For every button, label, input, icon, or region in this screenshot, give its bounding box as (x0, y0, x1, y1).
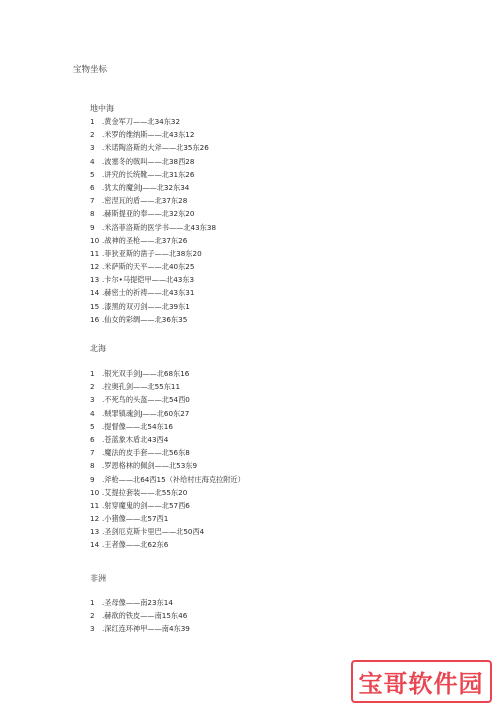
item-number: 4 (90, 408, 95, 418)
coordinate-list-mediterranean (90, 115, 216, 326)
site-watermark-logo (350, 660, 492, 702)
list-item (90, 459, 245, 472)
list-item (90, 486, 245, 499)
item-text: .赫斯提亚的奉——北32东20 (102, 209, 195, 219)
list-item (90, 367, 245, 380)
item-text: .赫欲的铁皮——南15东46 (102, 611, 188, 621)
item-number: 1 (90, 598, 95, 607)
item-text: .王者像——北62东6 (102, 540, 169, 550)
list-item (90, 446, 245, 459)
list-item (90, 609, 190, 622)
list-item (90, 300, 216, 313)
section-title-north-sea: 北海 (90, 344, 106, 353)
item-number: 12 (90, 514, 100, 524)
item-text: .波塞冬的戟叫——北38西28 (102, 156, 195, 166)
item-number: 3 (90, 624, 95, 634)
item-number: 14 (90, 288, 100, 298)
item-number: 10 (90, 235, 100, 245)
list-item (90, 499, 245, 512)
item-text: .深红连环神甲——南4东39 (102, 624, 190, 634)
item-text: .战神的圣枪——北37东26 (102, 235, 188, 245)
item-number: 14 (90, 540, 100, 550)
list-item (90, 128, 216, 141)
item-text: .不死鸟的头盔——北54西0 (102, 395, 190, 405)
watermark-text: 宝哥软件园 (351, 660, 492, 703)
item-number: 1 (90, 369, 95, 378)
item-text: .米罗的维纳斯——北43东12 (102, 130, 195, 140)
item-text: .犹太的魔剑J——北32东34 (102, 182, 190, 192)
item-text: .罗恩格林的佩剑——北53东9 (102, 461, 198, 471)
item-number: 5 (90, 169, 95, 179)
item-number: 11 (90, 248, 100, 258)
item-text: .提督像——北54东16 (102, 421, 173, 431)
item-number: 2 (90, 130, 95, 140)
list-item (90, 393, 245, 406)
item-text: .贼罪镇魂剑J——北60东27 (102, 408, 190, 418)
list-item (90, 473, 245, 486)
item-number: 13 (90, 275, 100, 285)
item-text: .仙女的彩绸——北36东35 (102, 314, 188, 324)
item-text: .苍蓝象木盾北43西4 (102, 434, 169, 444)
list-item (90, 247, 216, 260)
item-number: 4 (90, 156, 95, 166)
item-text: .赫密士的祈祷——北43东31 (102, 288, 195, 298)
list-item (90, 286, 216, 299)
item-text: .小猪像——北57西1 (102, 514, 169, 524)
list-item (90, 194, 216, 207)
item-number: 1 (90, 117, 95, 126)
item-text: .密涅瓦的盾——北37东28 (102, 196, 188, 206)
item-text: .漆黑的双刃剑——北39东1 (102, 301, 190, 311)
item-number: 16 (90, 314, 100, 324)
coordinate-list-north-sea (90, 367, 245, 552)
item-text: .拉奥孔剑——北55东11 (102, 382, 181, 392)
item-number: 3 (90, 395, 95, 405)
item-text: .圣剑厄克斯卡里巴——北50西4 (102, 527, 205, 537)
list-item (90, 525, 245, 538)
item-text: .斧枪——北64西15（补给村庄海克拉附近） (102, 474, 245, 484)
coordinate-list-africa (90, 596, 190, 636)
list-item (90, 596, 190, 609)
list-item (90, 155, 216, 168)
item-text: .米萨斯的天平——北40东25 (102, 262, 195, 272)
item-number: 2 (90, 611, 95, 621)
item-text: .魔法的皮手套——北56东8 (102, 448, 190, 458)
list-item (90, 181, 216, 194)
list-item (90, 234, 216, 247)
item-text: .圣母像——南23东14 (102, 598, 173, 607)
item-number: 10 (90, 487, 100, 497)
list-item (90, 512, 245, 525)
item-number: 7 (90, 196, 95, 206)
item-number: 8 (90, 209, 95, 219)
list-item (90, 207, 216, 220)
item-number: 5 (90, 421, 95, 431)
item-number: 7 (90, 448, 95, 458)
item-number: 15 (90, 301, 100, 311)
item-number: 9 (90, 474, 95, 484)
list-item (90, 407, 245, 420)
item-text: .菲狄亚斯的凿子——北38东20 (102, 248, 202, 258)
list-item (90, 273, 216, 286)
list-item (90, 433, 245, 446)
item-number: 8 (90, 461, 95, 471)
list-item (90, 622, 190, 635)
list-item (90, 168, 216, 181)
list-item (90, 260, 216, 273)
list-item (90, 313, 216, 326)
item-text: .讲究的长统靴——北31东26 (102, 169, 195, 179)
item-number: 6 (90, 182, 95, 192)
item-number: 13 (90, 527, 100, 537)
item-text: .射穿魔鬼的剑——北57西6 (102, 500, 190, 510)
section-title-mediterranean: 地中海 (90, 104, 114, 113)
section-title-africa: 非洲 (90, 574, 106, 583)
list-item (90, 141, 216, 154)
list-item (90, 420, 245, 433)
list-item (90, 380, 245, 393)
item-text: .米洛菲洛斯的医学书——北43东38 (102, 222, 217, 232)
item-text: .银光双手剑J——北68东16 (102, 369, 190, 378)
item-text: .米诺陶洛斯的大斧——北35东26 (102, 143, 209, 153)
item-text: .黄金军刀——北34东32 (102, 117, 181, 126)
item-number: 12 (90, 262, 100, 272)
item-number: 3 (90, 143, 95, 153)
document-title: 宝物坐标 (73, 65, 108, 75)
item-text: .卡尔•马提铠甲——北43东3 (102, 275, 195, 285)
list-item (90, 115, 216, 128)
item-number: 2 (90, 382, 95, 392)
item-number: 11 (90, 500, 100, 510)
item-text: .艾提拉套装——北55东20 (102, 487, 188, 497)
item-number: 6 (90, 434, 95, 444)
list-item (90, 221, 216, 234)
item-number: 9 (90, 222, 95, 232)
list-item (90, 538, 245, 551)
